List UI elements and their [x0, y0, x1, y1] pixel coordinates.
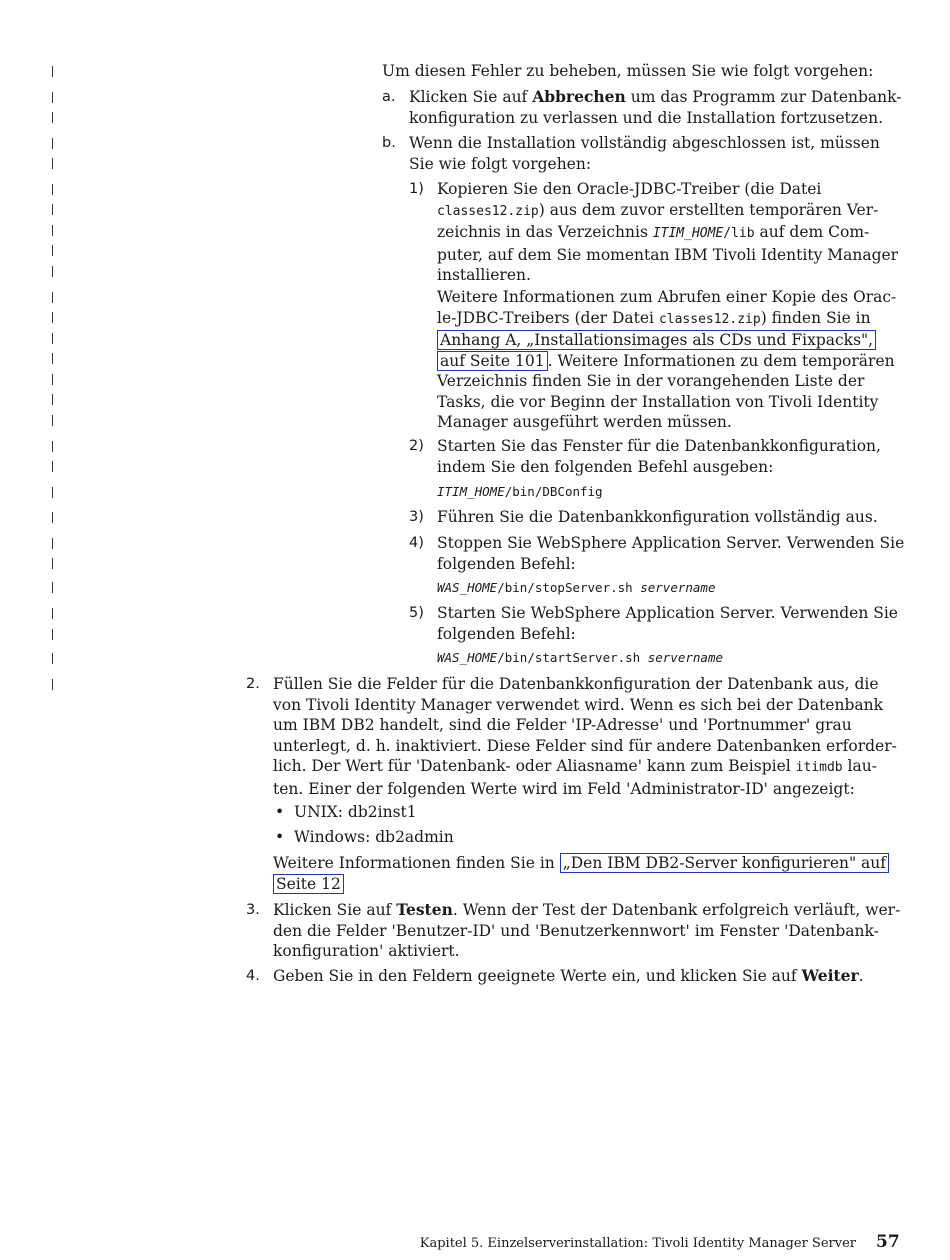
change-bar	[52, 608, 53, 619]
substep-1-label: 1)	[409, 181, 424, 197]
substep-2-text: Starten Sie das Fenster für die Datenbankkonfiguration, indem Sie den folgenden Befehl ausgeben:	[437, 437, 881, 476]
step-2-text: Füllen Sie die Felder für die Datenbankkonfiguration der Datenbank aus, die von Tivoli Identity Manager verwendet wird. Wenn es sich bei der Datenbank um IBM DB2 handelt, sind die Felder 'IP-Adresse' und 'Portnummer' grau unterlegt, d. h. inaktiviert. Diese Felder sind für andere Datenbanken erforder- lich. Der Wert für 'Datenbank- oder Aliasname' kann zum Beispiel itimdb lau- ten. Einer der folgenden Werte wird im Feld 'Administrator-ID' angezeigt:	[273, 675, 897, 798]
stopserver-command: WAS_HOME/bin/stopServer.sh servername	[437, 580, 716, 595]
dbconfig-command: ITIM_HOME/bin/DBConfig	[437, 484, 603, 499]
change-bar	[52, 66, 53, 77]
substep-4-text: Stoppen Sie WebSphere Application Server. Verwenden Sie folgenden Befehl:	[437, 534, 905, 573]
bullet-windows: • Windows: db2admin	[275, 828, 454, 846]
step-4-label: 4.	[246, 968, 260, 984]
appendix-a-page-link[interactable]: auf Seite 101	[437, 351, 548, 371]
bullet-unix: • UNIX: db2inst1	[275, 803, 417, 821]
substep-1-more-info: Weitere Informationen zum Abrufen einer Kopie des Orac- le-JDBC-Treibers (der Datei classes12.zip) finden Sie in Anhang A, „Installationsimages als CDs und Fixpacks", auf Seite 101 . Weitere Informationen zu dem temporären Verzeichnis finden Sie in der vorangehenden Liste der Tasks, die vor Beginn der Installation von Tivoli Identity Manager ausgeführt werden müssen.	[437, 288, 897, 431]
substep-5-label: 5)	[409, 605, 424, 621]
step-b-text: Wenn die Installation vollständig abgeschlossen ist, müssen Sie wie folgt vorgehen:	[409, 134, 880, 173]
change-bar	[52, 679, 53, 690]
change-bar	[52, 461, 53, 472]
change-bar	[52, 487, 53, 498]
db2-config-page-link[interactable]: Seite 12	[273, 874, 344, 894]
step-2-more-info: Weitere Informationen finden Sie in „Den IBM DB2-Server konfigurieren" auf Seite 12	[273, 853, 889, 894]
change-bar	[52, 512, 53, 523]
substep-3-text: Führen Sie die Datenbankkonfiguration vollständig aus.	[437, 508, 878, 526]
change-bar	[52, 538, 53, 549]
db2-config-link[interactable]: „Den IBM DB2-Server konfigurieren" auf	[560, 853, 889, 873]
step-3-text: Klicken Sie auf Testen. Wenn der Test der Datenbank erfolgreich verläuft, wer- den die Felder 'Benutzer-ID' und 'Benutzerkennwort' im Fenster 'Datenbank- konfiguration' aktiviert.	[273, 900, 901, 960]
substep-2-label: 2)	[409, 438, 424, 454]
step-4-text: Geben Sie in den Feldern geeignete Werte ein, und klicken Sie auf Weiter.	[273, 966, 864, 985]
change-bar	[52, 204, 53, 215]
change-bar	[52, 158, 53, 169]
substep-5-text: Starten Sie WebSphere Application Server. Verwenden Sie folgenden Befehl:	[437, 604, 898, 643]
change-bar	[52, 415, 53, 426]
intro-text: Um diesen Fehler zu beheben, müssen Sie wie folgt vorgehen:	[382, 62, 874, 80]
substep-3-label: 3)	[409, 509, 424, 525]
step-2-label: 2.	[246, 676, 260, 692]
change-bar	[52, 92, 53, 103]
change-bar	[52, 225, 53, 236]
page-number: 57	[876, 1232, 900, 1252]
appendix-a-link[interactable]: Anhang A, „Installationsimages als CDs und Fixpacks",	[437, 330, 876, 350]
change-bar	[52, 353, 53, 364]
change-bar	[52, 374, 53, 385]
running-footer: Kapitel 5. Einzelserverinstallation: Tivoli Identity Manager Server	[419, 1236, 856, 1251]
change-bar	[52, 558, 53, 569]
change-bar	[52, 112, 53, 123]
step-a-label: a.	[382, 89, 396, 105]
change-bar	[52, 245, 53, 256]
step-a-text: Klicken Sie auf Abbrechen um das Programm zur Datenbank- konfiguration zu verlassen und die Installation fortzusetzen.	[409, 87, 902, 127]
change-bar	[52, 184, 53, 195]
change-bar	[52, 394, 53, 405]
change-bar	[52, 653, 53, 664]
change-bar	[52, 629, 53, 640]
change-bar	[52, 582, 53, 593]
change-bar	[52, 266, 53, 277]
change-bar	[52, 138, 53, 149]
substep-1-text: Kopieren Sie den Oracle-JDBC-Treiber (die Datei classes12.zip) aus dem zuvor erstellten temporären Ver- zeichnis in das Verzeichnis ITIM_HOME/lib auf dem Com- puter, auf dem Sie momentan IBM Tivoli Identity Manager installieren.	[437, 180, 899, 284]
substep-4-label: 4)	[409, 535, 424, 551]
change-bar	[52, 441, 53, 452]
change-bar	[52, 292, 53, 303]
change-bar	[52, 312, 53, 323]
step-3-label: 3.	[246, 902, 260, 918]
change-bar	[52, 333, 53, 344]
step-b-label: b.	[382, 135, 396, 151]
startserver-command: WAS_HOME/bin/startServer.sh servername	[437, 650, 723, 665]
